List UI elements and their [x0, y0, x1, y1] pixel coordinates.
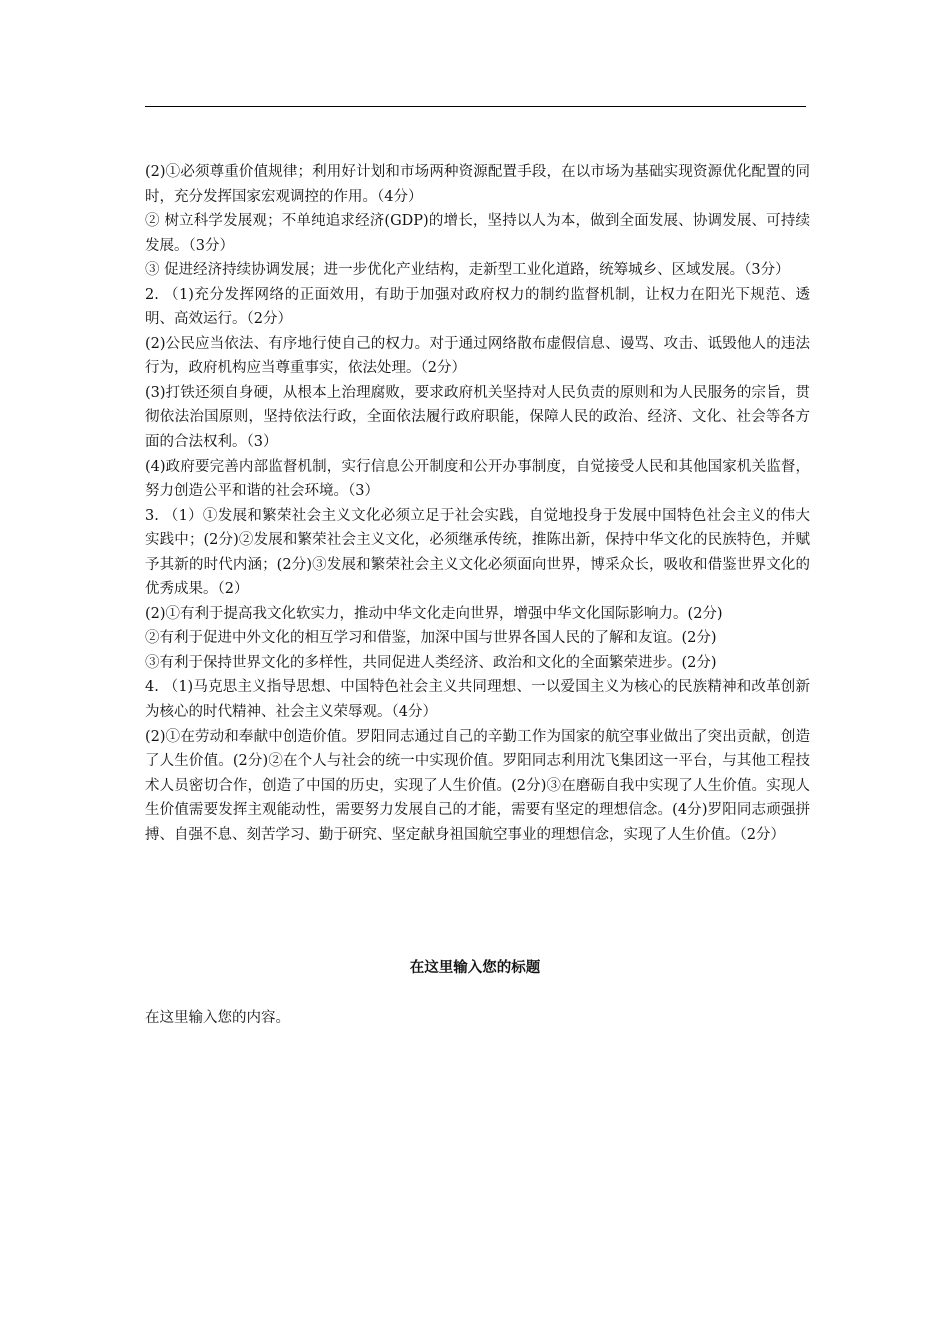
answer-paragraph: 4. （1)马克思主义指导思想、中国特色社会主义共同理想、一以爱国主义为核心的民族精神和改革创新为核心的时代精神、社会主义荣辱观。（4分）	[145, 679, 810, 721]
answer-paragraph: (2)①有利于提高我文化软实力，推动中华文化走向世界，增强中华文化国际影响力。(2分)	[145, 605, 723, 622]
header-rule	[145, 106, 806, 107]
answer-paragraph: (2)①在劳动和奉献中创造价值。罗阳同志通过自己的辛勤工作为国家的航空事业做出了突出贡献，创造了人生价值。(2分)②在个人与社会的统一中实现价值。罗阳同志利用沈飞集团这一平台，与其他工程技术人员密切合作，创造了中国的历史，实现了人生价值。(2分)③在磨砺自我中实现了人生价值。实现人生价值需要发挥主观能动性，需要努力发展自己的才能，需要有坚定的理想信念。(4分)罗阳同志顽强拼搏、自强不息、刻苦学习、勤于研究、坚定献身祖国航空事业的理想信念，实现了人生价值。（2分）	[145, 728, 810, 843]
answer-paragraph: ③有利于保持世界文化的多样性，共同促进人类经济、政治和文化的全面繁荣进步。(2分)	[145, 654, 717, 671]
answer-paragraph: (2)①必须尊重价值规律；利用好计划和市场两种资源配置手段，在以市场为基础实现资源优化配置的同时，充分发挥国家宏观调控的作用。（4分）	[145, 164, 810, 205]
answer-paragraph: 2. （1)充分发挥网络的正面效用，有助于加强对政府权力的制约监督机制，让权力在阳光下规范、透明、高效运行。（2分）	[145, 286, 810, 328]
answer-paragraph: ② 树立科学发展观；不单纯追求经济(GDP)的增长，坚持以人为本，做到全面发展、协调发展、可持续发展。（3分）	[145, 213, 810, 254]
section-content: 在这里输入您的内容。	[145, 1010, 290, 1026]
answer-paragraph: (3)打铁还须自身硬，从根本上治理腐败，要求政府机关坚持对人民负责的原则和为人民服务的宗旨，贯彻依法治国原则，坚持依法行政，全面依法履行政府职能，保障人民的政治、经济、文化、社会等各方面的合法权利。（3）	[145, 384, 810, 451]
answer-paragraph: (4)政府要完善内部监督机制，实行信息公开制度和公开办事制度，自觉接受人民和其他国家机关监督，努力创造公平和谐的社会环境。（3）	[145, 458, 810, 500]
answer-paragraph: 3. （1）①发展和繁荣社会主义文化必须立足于社会实践，自觉地投身于发展中国特色社会主义的伟大实践中；(2分)②发展和繁荣社会主义文化，必须继承传统，推陈出新，保持中华文化的民族特色，并赋予其新的时代内涵；(2分)③发展和繁荣社会主义文化必须面向世界，博采众长，吸收和借鉴世界文化的优秀成果。（2）	[145, 507, 810, 598]
answer-paragraph: ③ 促进经济持续协调发展；进一步优化产业结构，走新型工业化道路，统筹城乡、区域发展。（3分）	[145, 262, 790, 279]
section-title: 在这里输入您的标题	[409, 960, 541, 976]
answer-paragraph: (2)公民应当依法、有序地行使自己的权力。对于通过网络散布虚假信息、谩骂、攻击、诋毁他人的违法行为，政府机构应当尊重事实，依法处理。（2分）	[145, 335, 810, 377]
answer-paragraph: ②有利于促进中外文化的相互学习和借鉴，加深中国与世界各国人民的了解和友谊。(2分)	[145, 630, 717, 647]
answer-body	[145, 160, 810, 847]
